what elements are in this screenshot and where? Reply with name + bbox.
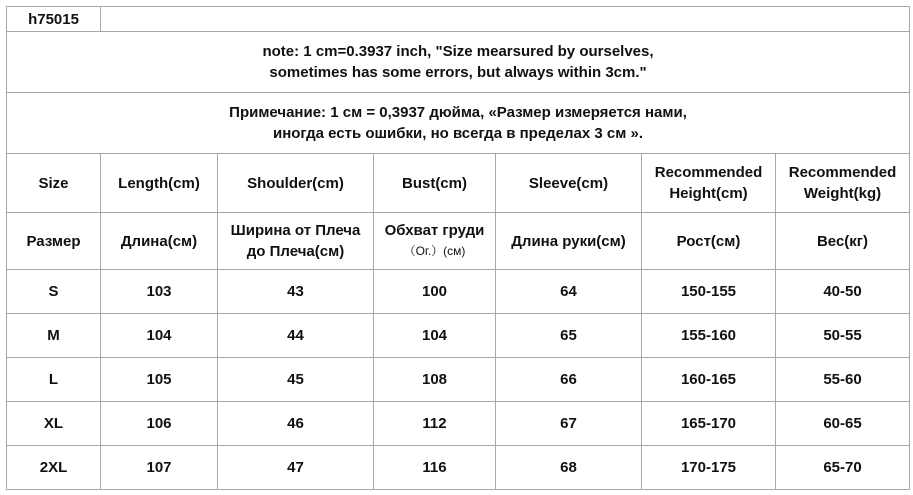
length-cell: 105 [101,358,218,402]
header-height [642,154,776,213]
header-height-line2: Height(cm) [669,185,748,202]
weight-cell: 55-60 [776,358,910,402]
table-row [7,314,910,358]
shoulder-cell: 45 [218,358,374,402]
note-en-row [7,32,910,93]
table-row [7,402,910,446]
bust-cell: 116 [374,446,496,490]
bust-cell: 108 [374,358,496,402]
header-bust: Bust(cm) [374,154,496,213]
header-row-english [7,154,910,213]
header-ru-height: Рост(см) [642,213,776,270]
header-weight-line1: Recommended [788,164,897,181]
size-chart-table [6,6,910,490]
size-cell: S [7,270,101,314]
header-height-line1: Recommended [654,164,763,181]
table-row [7,270,910,314]
bust-cell: 112 [374,402,496,446]
shoulder-cell: 44 [218,314,374,358]
header-ru-bust-line1: Обхват груди [384,222,485,239]
note-english-line2: sometimes has some errors, but always within 3cm." [269,64,647,81]
note-english [7,32,910,93]
height-cell: 170-175 [642,446,776,490]
height-cell: 160-165 [642,358,776,402]
product-code-empty-cell [101,7,910,32]
header-ru-weight: Вес(кг) [776,213,910,270]
sleeve-cell: 66 [496,358,642,402]
size-cell: L [7,358,101,402]
shoulder-cell: 47 [218,446,374,490]
header-ru-shoulder-line1: Ширина от Плеча [230,222,361,239]
size-cell: 2XL [7,446,101,490]
header-ru-shoulder-line2: до Плеча(см) [246,243,345,260]
length-cell: 107 [101,446,218,490]
header-size: Size [7,154,101,213]
note-english-line1: note: 1 cm=0.3937 inch, "Size mearsured by ourselves, [262,43,654,60]
sleeve-cell: 68 [496,446,642,490]
product-code: h75015 [7,7,101,32]
weight-cell: 60-65 [776,402,910,446]
sleeve-cell: 64 [496,270,642,314]
header-weight [776,154,910,213]
weight-cell: 40-50 [776,270,910,314]
header-ru-sleeve: Длина руки(см) [496,213,642,270]
table-row [7,446,910,490]
header-ru-bust [374,213,496,270]
length-cell: 106 [101,402,218,446]
header-weight-line2: Weight(kg) [803,185,882,202]
product-code-row [7,7,910,32]
note-russian-line2: иногда есть ошибки, но всегда в пределах 3 см ». [272,125,644,142]
shoulder-cell: 43 [218,270,374,314]
table-row [7,358,910,402]
note-ru-row [7,93,910,154]
note-russian [7,93,910,154]
header-ru-shoulder [218,213,374,270]
header-ru-bust-line2: （Oг.）(см) [403,244,466,258]
length-cell: 103 [101,270,218,314]
header-row-russian [7,213,910,270]
weight-cell: 50-55 [776,314,910,358]
height-cell: 165-170 [642,402,776,446]
header-shoulder: Shoulder(cm) [218,154,374,213]
header-ru-size: Размер [7,213,101,270]
length-cell: 104 [101,314,218,358]
size-cell: XL [7,402,101,446]
bust-cell: 100 [374,270,496,314]
sleeve-cell: 67 [496,402,642,446]
height-cell: 155-160 [642,314,776,358]
shoulder-cell: 46 [218,402,374,446]
bust-cell: 104 [374,314,496,358]
note-russian-line1: Примечание: 1 см = 0,3937 дюйма, «Размер измеряется нами, [229,104,687,121]
size-cell: M [7,314,101,358]
header-sleeve: Sleeve(cm) [496,154,642,213]
header-length: Length(cm) [101,154,218,213]
height-cell: 150-155 [642,270,776,314]
sleeve-cell: 65 [496,314,642,358]
header-ru-length: Длина(см) [101,213,218,270]
weight-cell: 65-70 [776,446,910,490]
